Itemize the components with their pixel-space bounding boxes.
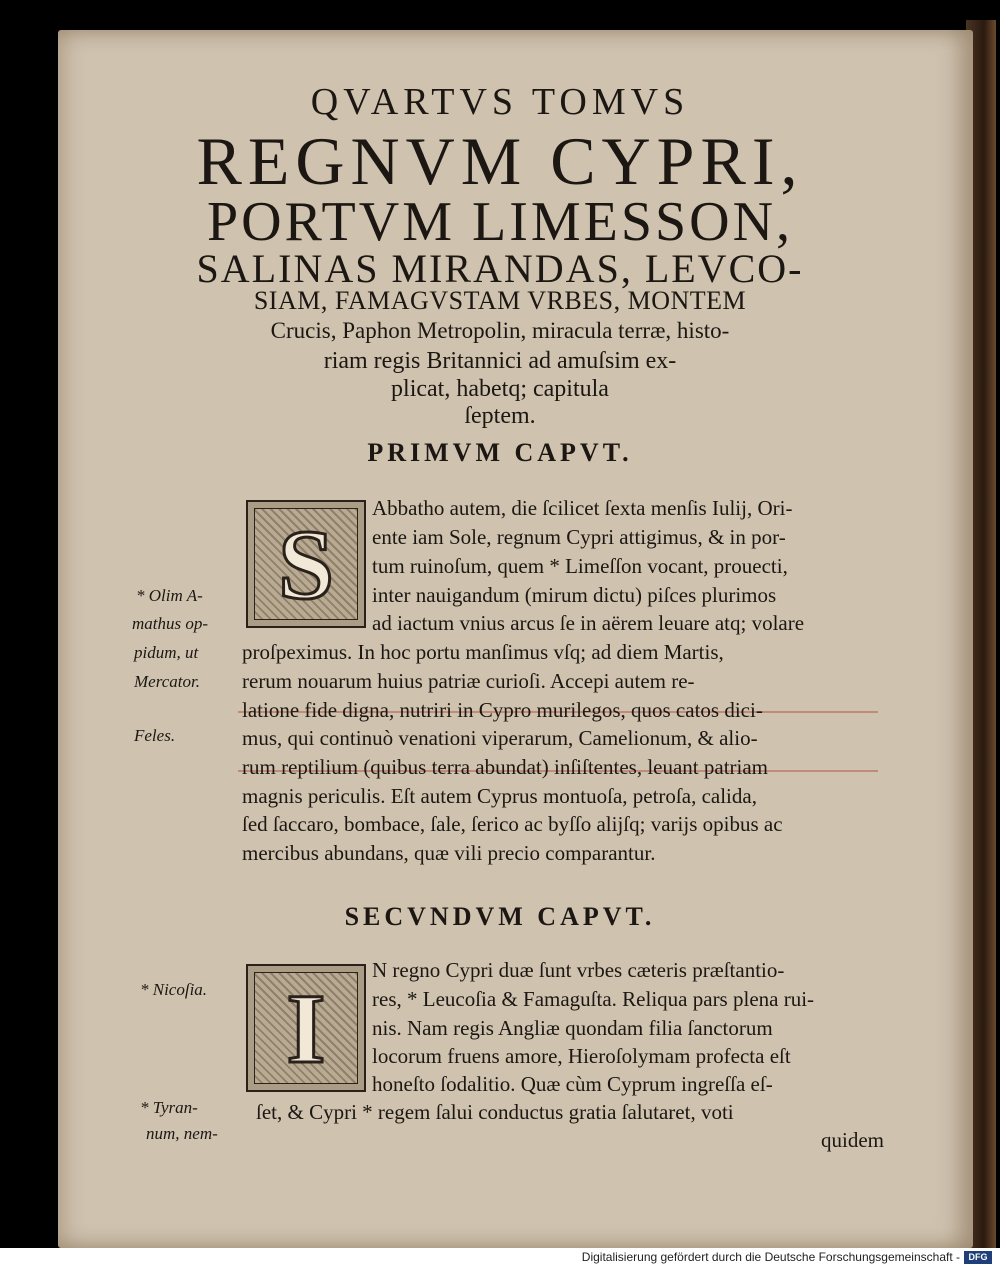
title-line-7: riam regis Britannici ad amuſsim ex- [323, 348, 677, 374]
text-line: proſpeximus. In hoc portu manſimus vſq; ad diem Martis, [242, 640, 724, 664]
margin-note: pidum, ut [134, 643, 199, 662]
text-line: ſet, & Cypri * regem ſalui conductus gratia ſalutaret, voti [256, 1100, 734, 1124]
text-line: tum ruinoſum, quem * Limeſſon vocant, prouecti, [372, 554, 788, 578]
margin-note: * Tyran- [140, 1098, 198, 1117]
drop-cap-s [246, 500, 366, 628]
title-line-8: plicat, habetq; capitula [391, 376, 609, 402]
chapter-2-heading: SECVNDVM CAPVT. [344, 902, 656, 931]
title-line-3: PORTVM LIMESSON, [206, 191, 794, 253]
text-line: Abbatho autem, die ſcilicet ſexta menſis Iulij, Ori- [372, 496, 793, 520]
title-line-6: Crucis, Paphon Metropolin, miracula terræ, histo- [270, 318, 730, 343]
text-line: honeſto ſodalitio. Quæ cùm Cyprum ingreſſa eſ- [372, 1072, 773, 1096]
text-line: inter nauigandum (mirum dictu) piſces plurimos [372, 583, 777, 607]
title-line-9: ſeptem. [464, 403, 536, 429]
margin-note: * Olim A- [136, 586, 203, 605]
margin-note: Mercator. [134, 672, 200, 691]
drop-cap-letter: I [286, 972, 326, 1084]
text-line: magnis periculis. Eſt autem Cyprus montuoſa, petroſa, calida, [242, 784, 757, 808]
margin-note: num, nem- [146, 1124, 218, 1143]
drop-cap-letter: S [278, 508, 334, 620]
title-line-5: SIAM, FAMAGVSTAM VRBES, MONTEM [253, 286, 747, 315]
tome-title: QVARTVS TOMVS [310, 81, 690, 123]
digitization-footer [0, 1248, 1000, 1268]
text-line: N regno Cypri duæ ſunt vrbes cæteris præſtantio- [372, 958, 785, 982]
text-line: mus, qui continuò venationi viperarum, Camelionum, & alio- [242, 726, 758, 750]
text-line: latione fide digna, nutriri in Cypro murilegos, quos catos dici- [242, 698, 763, 722]
margin-note: Feles. [134, 726, 176, 745]
text-line: mercibus abundans, quæ vili precio comparantur. [242, 841, 656, 865]
text-line: ſed ſaccaro, bombace, ſale, ſerico ac byſſo alijſq; varijs opibus ac [242, 812, 783, 836]
text-line: locorum fruens amore, Hieroſolymam profecta eſt [372, 1044, 791, 1068]
margin-note: mathus op- [132, 614, 209, 633]
text-line: ente iam Sole, regnum Cypri attigimus, & in por- [372, 525, 786, 549]
text-line: rerum nouarum huius patriæ curioſi. Accepi autem re- [242, 669, 695, 693]
footer-credit: Digitalisierung gefördert durch die Deutsche Forschungsgemeinschaft - [581, 1250, 960, 1264]
text-line: rum reptilium (quibus terra abundat) inſiſtentes, leuant patriam [242, 755, 769, 779]
title-line-4: SALINAS MIRANDAS, LEVCO- [196, 246, 804, 291]
catchword: quidem [821, 1128, 884, 1152]
dfg-logo: DFG [964, 1251, 992, 1264]
main-title: REGNVM CYPRI, [196, 123, 804, 199]
text-line: ad iactum vnius arcus ſe in aërem leuare atq; volare [372, 611, 805, 635]
margin-note: * Nicoſia. [140, 980, 208, 999]
text-line: res, * Leucoſia & Famaguſta. Reliqua pars plena rui- [372, 987, 815, 1011]
chapter-1-heading: PRIMVM CAPVT. [367, 438, 633, 467]
text-line: nis. Nam regis Angliæ quondam filia ſanctorum [372, 1016, 773, 1040]
drop-cap-i [246, 964, 366, 1092]
